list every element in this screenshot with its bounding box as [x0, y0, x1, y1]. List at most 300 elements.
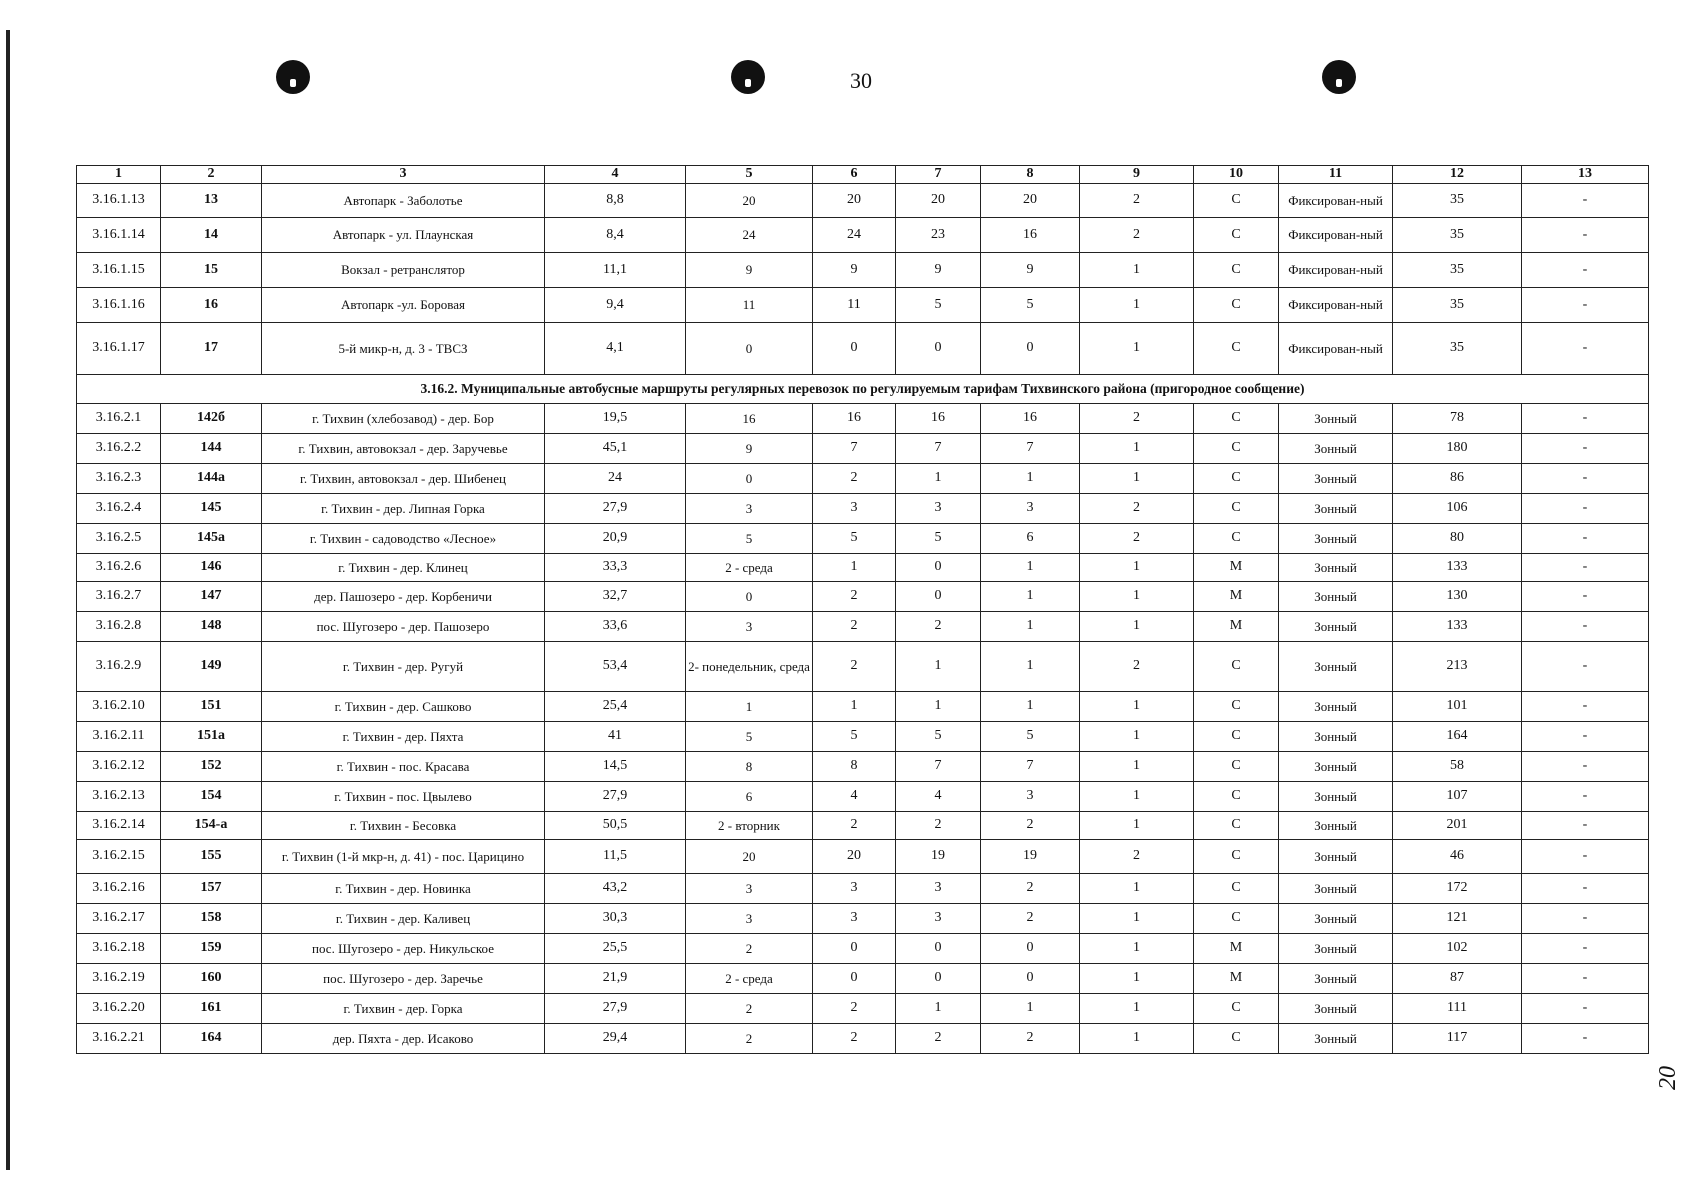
- table-cell-col-5: 2 - среда: [686, 964, 813, 994]
- table-cell-col-7: 1: [896, 692, 981, 722]
- table-row: [77, 464, 1649, 494]
- table-cell-col-4: 20,9: [545, 524, 686, 554]
- table-cell-col-8: 0: [981, 323, 1080, 375]
- table-cell-col-3: г. Тихвин - дер. Каливец: [262, 904, 545, 934]
- table-cell-col-13: -: [1522, 904, 1649, 934]
- table-row: [77, 752, 1649, 782]
- table-cell-col-13: -: [1522, 874, 1649, 904]
- table-cell-col-13: -: [1522, 934, 1649, 964]
- table-cell-col-8: 2: [981, 1024, 1080, 1054]
- table-cell-col-13: -: [1522, 612, 1649, 642]
- table-cell-col-2: 146: [161, 554, 262, 582]
- table-body-section-2: [77, 404, 1649, 1054]
- table-cell-col-8: 9: [981, 253, 1080, 288]
- table-cell-col-1: 3.16.1.17: [77, 323, 161, 375]
- table-cell-col-9: 1: [1080, 464, 1194, 494]
- table-row: [77, 434, 1649, 464]
- table-cell-col-13: -: [1522, 494, 1649, 524]
- table-cell-col-2: 15: [161, 253, 262, 288]
- table-cell-col-12: 172: [1393, 874, 1522, 904]
- table-cell-col-6: 11: [813, 288, 896, 323]
- table-cell-col-6: 2: [813, 582, 896, 612]
- scan-edge-bar: [6, 30, 10, 1170]
- table-cell-col-12: 86: [1393, 464, 1522, 494]
- column-header: 11: [1279, 166, 1393, 184]
- table-cell-col-9: 1: [1080, 874, 1194, 904]
- table-cell-col-4: 53,4: [545, 642, 686, 692]
- table-cell-col-6: 0: [813, 964, 896, 994]
- table-cell-col-2: 17: [161, 323, 262, 375]
- table-cell-col-11: Зонный: [1279, 582, 1393, 612]
- table-cell-col-3: г. Тихвин - дер. Новинка: [262, 874, 545, 904]
- table-cell-col-2: 161: [161, 994, 262, 1024]
- table-cell-col-5: 16: [686, 404, 813, 434]
- table-cell-col-5: 2: [686, 1024, 813, 1054]
- table-cell-col-8: 7: [981, 434, 1080, 464]
- table-cell-col-12: 121: [1393, 904, 1522, 934]
- routes-table: [76, 165, 1649, 1054]
- table-row: [77, 288, 1649, 323]
- table-cell-col-6: 2: [813, 464, 896, 494]
- table-cell-col-6: 0: [813, 934, 896, 964]
- table-cell-col-12: 80: [1393, 524, 1522, 554]
- table-cell-col-4: 30,3: [545, 904, 686, 934]
- table-cell-col-2: 142б: [161, 404, 262, 434]
- table-row: [77, 692, 1649, 722]
- table-cell-col-12: 35: [1393, 323, 1522, 375]
- side-handwritten-mark: 20: [1655, 1066, 1681, 1090]
- table-cell-col-4: 27,9: [545, 994, 686, 1024]
- table-cell-col-12: 107: [1393, 782, 1522, 812]
- table-cell-col-7: 20: [896, 184, 981, 218]
- table-cell-col-11: Зонный: [1279, 642, 1393, 692]
- table-cell-col-3: г. Тихвин - дер. Горка: [262, 994, 545, 1024]
- table-cell-col-3: г. Тихвин - садоводство «Лесное»: [262, 524, 545, 554]
- table-cell-col-8: 5: [981, 722, 1080, 752]
- table-cell-col-8: 0: [981, 964, 1080, 994]
- section-title-row-group: [77, 375, 1649, 404]
- table-cell-col-12: 111: [1393, 994, 1522, 1024]
- column-header: 3: [262, 166, 545, 184]
- table-cell-col-4: 4,1: [545, 323, 686, 375]
- table-cell-col-3: г. Тихвин - дер. Пяхта: [262, 722, 545, 752]
- table-cell-col-9: 1: [1080, 288, 1194, 323]
- table-cell-col-3: г. Тихвин (1-й мкр-н, д. 41) - пос. Царицино: [262, 840, 545, 874]
- table-cell-col-3: пос. Шугозеро - дер. Никульское: [262, 934, 545, 964]
- table-cell-col-6: 4: [813, 782, 896, 812]
- table-cell-col-2: 144а: [161, 464, 262, 494]
- table-cell-col-4: 32,7: [545, 582, 686, 612]
- table-cell-col-9: 1: [1080, 812, 1194, 840]
- table-cell-col-7: 0: [896, 964, 981, 994]
- table-cell-col-9: 1: [1080, 582, 1194, 612]
- table-cell-col-1: 3.16.2.15: [77, 840, 161, 874]
- table-cell-col-9: 1: [1080, 554, 1194, 582]
- table-row: [77, 994, 1649, 1024]
- table-row: [77, 218, 1649, 253]
- table-cell-col-2: 147: [161, 582, 262, 612]
- table-cell-col-3: Вокзал - ретранслятор: [262, 253, 545, 288]
- table-cell-col-1: 3.16.2.16: [77, 874, 161, 904]
- table-cell-col-9: 1: [1080, 434, 1194, 464]
- table-cell-col-5: 2: [686, 934, 813, 964]
- table-cell-col-10: С: [1194, 184, 1279, 218]
- table-cell-col-5: 3: [686, 874, 813, 904]
- table-cell-col-11: Фиксирован-ный: [1279, 323, 1393, 375]
- table-cell-col-8: 2: [981, 874, 1080, 904]
- table-cell-col-13: -: [1522, 323, 1649, 375]
- table-cell-col-5: 2 - вторник: [686, 812, 813, 840]
- table-cell-col-5: 24: [686, 218, 813, 253]
- table-cell-col-2: 144: [161, 434, 262, 464]
- table-row: [77, 524, 1649, 554]
- table-cell-col-4: 8,8: [545, 184, 686, 218]
- table-cell-col-8: 16: [981, 218, 1080, 253]
- table-cell-col-4: 33,6: [545, 612, 686, 642]
- table-cell-col-6: 9: [813, 253, 896, 288]
- table-cell-col-9: 2: [1080, 840, 1194, 874]
- column-header: 9: [1080, 166, 1194, 184]
- table-cell-col-7: 5: [896, 288, 981, 323]
- table-cell-col-3: г. Тихвин - дер. Ругуй: [262, 642, 545, 692]
- table-row: [77, 642, 1649, 692]
- column-header: 12: [1393, 166, 1522, 184]
- table-cell-col-5: 5: [686, 524, 813, 554]
- table-cell-col-2: 149: [161, 642, 262, 692]
- table-cell-col-9: 1: [1080, 964, 1194, 994]
- table-cell-col-6: 0: [813, 323, 896, 375]
- table-row: [77, 874, 1649, 904]
- table-cell-col-8: 7: [981, 752, 1080, 782]
- table-cell-col-7: 2: [896, 1024, 981, 1054]
- table-cell-col-12: 213: [1393, 642, 1522, 692]
- table-cell-col-10: М: [1194, 554, 1279, 582]
- table-cell-col-2: 160: [161, 964, 262, 994]
- table-cell-col-4: 33,3: [545, 554, 686, 582]
- table-cell-col-4: 27,9: [545, 494, 686, 524]
- table-cell-col-3: пос. Шугозеро - дер. Заречье: [262, 964, 545, 994]
- table-row: [77, 722, 1649, 752]
- table-cell-col-9: 2: [1080, 524, 1194, 554]
- table-cell-col-1: 3.16.2.9: [77, 642, 161, 692]
- table-cell-col-2: 159: [161, 934, 262, 964]
- table-cell-col-4: 8,4: [545, 218, 686, 253]
- table-cell-col-3: Автопарк -ул. Боровая: [262, 288, 545, 323]
- table-cell-col-7: 0: [896, 554, 981, 582]
- table-cell-col-13: -: [1522, 840, 1649, 874]
- column-header: 5: [686, 166, 813, 184]
- table-cell-col-10: С: [1194, 692, 1279, 722]
- table-cell-col-11: Зонный: [1279, 964, 1393, 994]
- table-row: [77, 494, 1649, 524]
- table-cell-col-9: 1: [1080, 934, 1194, 964]
- table-cell-col-13: -: [1522, 288, 1649, 323]
- table-cell-col-13: -: [1522, 642, 1649, 692]
- table-cell-col-4: 9,4: [545, 288, 686, 323]
- table-cell-col-6: 8: [813, 752, 896, 782]
- column-header: 4: [545, 166, 686, 184]
- table-cell-col-3: г. Тихвин - Бесовка: [262, 812, 545, 840]
- table-cell-col-6: 2: [813, 812, 896, 840]
- table-cell-col-1: 3.16.2.18: [77, 934, 161, 964]
- table-cell-col-12: 130: [1393, 582, 1522, 612]
- punch-hole-icon: [276, 60, 310, 94]
- table-cell-col-1: 3.16.2.3: [77, 464, 161, 494]
- table-row: [77, 554, 1649, 582]
- table-cell-col-12: 117: [1393, 1024, 1522, 1054]
- table-cell-col-8: 16: [981, 404, 1080, 434]
- table-cell-col-1: 3.16.2.17: [77, 904, 161, 934]
- table-cell-col-1: 3.16.1.16: [77, 288, 161, 323]
- table-cell-col-5: 9: [686, 253, 813, 288]
- table-cell-col-6: 3: [813, 494, 896, 524]
- table-cell-col-8: 19: [981, 840, 1080, 874]
- table-cell-col-11: Зонный: [1279, 612, 1393, 642]
- table-cell-col-13: -: [1522, 184, 1649, 218]
- table-cell-col-12: 133: [1393, 554, 1522, 582]
- table-cell-col-3: г. Тихвин, автовокзал - дер. Шибенец: [262, 464, 545, 494]
- table-cell-col-12: 164: [1393, 722, 1522, 752]
- table-cell-col-10: С: [1194, 642, 1279, 692]
- table-cell-col-10: С: [1194, 524, 1279, 554]
- table-cell-col-2: 145а: [161, 524, 262, 554]
- table-cell-col-13: -: [1522, 782, 1649, 812]
- punch-hole-icon: [731, 60, 765, 94]
- table-cell-col-6: 3: [813, 904, 896, 934]
- table-cell-col-9: 2: [1080, 642, 1194, 692]
- table-cell-col-8: 20: [981, 184, 1080, 218]
- table-cell-col-3: г. Тихвин - дер. Липная Горка: [262, 494, 545, 524]
- table-cell-col-2: 148: [161, 612, 262, 642]
- table-row: [77, 184, 1649, 218]
- table-cell-col-3: Автопарк - ул. Плаунская: [262, 218, 545, 253]
- table-cell-col-13: -: [1522, 582, 1649, 612]
- table-cell-col-1: 3.16.1.13: [77, 184, 161, 218]
- table-cell-col-6: 2: [813, 612, 896, 642]
- table-cell-col-12: 106: [1393, 494, 1522, 524]
- table-cell-col-13: -: [1522, 692, 1649, 722]
- table-cell-col-8: 1: [981, 554, 1080, 582]
- table-cell-col-2: 164: [161, 1024, 262, 1054]
- table-cell-col-5: 20: [686, 184, 813, 218]
- table-cell-col-10: С: [1194, 434, 1279, 464]
- table-cell-col-1: 3.16.2.8: [77, 612, 161, 642]
- table-cell-col-1: 3.16.2.4: [77, 494, 161, 524]
- column-header: 6: [813, 166, 896, 184]
- table-cell-col-2: 152: [161, 752, 262, 782]
- table-cell-col-2: 145: [161, 494, 262, 524]
- table-cell-col-10: С: [1194, 722, 1279, 752]
- table-cell-col-4: 24: [545, 464, 686, 494]
- table-cell-col-7: 1: [896, 642, 981, 692]
- table-cell-col-3: г. Тихвин (хлебозавод) - дер. Бор: [262, 404, 545, 434]
- table-cell-col-7: 0: [896, 323, 981, 375]
- table-row: [77, 582, 1649, 612]
- section-title: 3.16.2. Муниципальные автобусные маршруты регулярных перевозок по регулируемым тарифам Тихвинского района (пригородное сообщение): [77, 375, 1649, 404]
- table-cell-col-13: -: [1522, 994, 1649, 1024]
- table-cell-col-7: 3: [896, 904, 981, 934]
- column-header: 7: [896, 166, 981, 184]
- table-cell-col-6: 2: [813, 1024, 896, 1054]
- table-cell-col-2: 154: [161, 782, 262, 812]
- table-cell-col-10: С: [1194, 812, 1279, 840]
- table-cell-col-10: С: [1194, 874, 1279, 904]
- table-cell-col-2: 151: [161, 692, 262, 722]
- table-cell-col-12: 87: [1393, 964, 1522, 994]
- table-cell-col-8: 2: [981, 904, 1080, 934]
- table-cell-col-10: С: [1194, 1024, 1279, 1054]
- table-cell-col-11: Зонный: [1279, 904, 1393, 934]
- column-header: 2: [161, 166, 262, 184]
- table-cell-col-8: 1: [981, 464, 1080, 494]
- table-cell-col-4: 19,5: [545, 404, 686, 434]
- table-cell-col-6: 20: [813, 840, 896, 874]
- table-cell-col-4: 27,9: [545, 782, 686, 812]
- table-cell-col-12: 35: [1393, 218, 1522, 253]
- table-cell-col-1: 3.16.2.1: [77, 404, 161, 434]
- table-cell-col-2: 151а: [161, 722, 262, 752]
- table-cell-col-11: Зонный: [1279, 782, 1393, 812]
- table-cell-col-9: 1: [1080, 253, 1194, 288]
- table-cell-col-8: 6: [981, 524, 1080, 554]
- table-cell-col-11: Фиксирован-ный: [1279, 253, 1393, 288]
- table-cell-col-10: С: [1194, 752, 1279, 782]
- table-cell-col-6: 3: [813, 874, 896, 904]
- table-cell-col-8: 3: [981, 494, 1080, 524]
- table-cell-col-8: 1: [981, 642, 1080, 692]
- table-cell-col-11: Фиксирован-ный: [1279, 218, 1393, 253]
- table-cell-col-7: 0: [896, 934, 981, 964]
- table-cell-col-2: 155: [161, 840, 262, 874]
- table-cell-col-1: 3.16.2.10: [77, 692, 161, 722]
- table-cell-col-5: 9: [686, 434, 813, 464]
- table-cell-col-4: 14,5: [545, 752, 686, 782]
- table-cell-col-12: 35: [1393, 253, 1522, 288]
- table-cell-col-1: 3.16.2.7: [77, 582, 161, 612]
- table-cell-col-3: пос. Шугозеро - дер. Пашозеро: [262, 612, 545, 642]
- table-cell-col-10: М: [1194, 612, 1279, 642]
- table-row: [77, 782, 1649, 812]
- table-cell-col-12: 58: [1393, 752, 1522, 782]
- table-cell-col-13: -: [1522, 464, 1649, 494]
- table-cell-col-4: 21,9: [545, 964, 686, 994]
- table-cell-col-11: Зонный: [1279, 722, 1393, 752]
- table-cell-col-10: С: [1194, 494, 1279, 524]
- punch-hole-icon: [1322, 60, 1356, 94]
- table-cell-col-11: Зонный: [1279, 752, 1393, 782]
- table-cell-col-11: Зонный: [1279, 994, 1393, 1024]
- table-cell-col-11: Фиксирован-ный: [1279, 184, 1393, 218]
- table-cell-col-9: 2: [1080, 404, 1194, 434]
- table-cell-col-9: 1: [1080, 323, 1194, 375]
- table-cell-col-9: 1: [1080, 782, 1194, 812]
- table-cell-col-12: 133: [1393, 612, 1522, 642]
- table-cell-col-11: Зонный: [1279, 840, 1393, 874]
- table-cell-col-11: Зонный: [1279, 524, 1393, 554]
- table-cell-col-9: 1: [1080, 904, 1194, 934]
- table-cell-col-7: 4: [896, 782, 981, 812]
- table-cell-col-13: -: [1522, 434, 1649, 464]
- table-cell-col-7: 2: [896, 812, 981, 840]
- table-cell-col-12: 46: [1393, 840, 1522, 874]
- table-cell-col-1: 3.16.2.19: [77, 964, 161, 994]
- table-cell-col-10: С: [1194, 904, 1279, 934]
- table-cell-col-12: 102: [1393, 934, 1522, 964]
- table-cell-col-5: 2- понедельник, среда: [686, 642, 813, 692]
- table-cell-col-5: 0: [686, 464, 813, 494]
- table-cell-col-4: 41: [545, 722, 686, 752]
- table-cell-col-10: С: [1194, 994, 1279, 1024]
- section-title-row: [77, 375, 1649, 404]
- table-cell-col-6: 2: [813, 642, 896, 692]
- page-number: 30: [850, 68, 872, 93]
- table-cell-col-6: 20: [813, 184, 896, 218]
- table-cell-col-11: Зонный: [1279, 494, 1393, 524]
- table-cell-col-6: 5: [813, 722, 896, 752]
- table-cell-col-7: 3: [896, 494, 981, 524]
- column-header: 8: [981, 166, 1080, 184]
- table-cell-col-8: 2: [981, 812, 1080, 840]
- table-cell-col-10: С: [1194, 218, 1279, 253]
- table-cell-col-5: 6: [686, 782, 813, 812]
- table-row: [77, 612, 1649, 642]
- table-cell-col-12: 35: [1393, 184, 1522, 218]
- table-cell-col-5: 3: [686, 612, 813, 642]
- table-cell-col-3: дер. Пашозеро - дер. Корбеничи: [262, 582, 545, 612]
- table-cell-col-7: 5: [896, 524, 981, 554]
- table-row: [77, 404, 1649, 434]
- table-row: [77, 253, 1649, 288]
- table-cell-col-1: 3.16.2.5: [77, 524, 161, 554]
- table-cell-col-12: 35: [1393, 288, 1522, 323]
- table-cell-col-11: Зонный: [1279, 464, 1393, 494]
- table-cell-col-2: 14: [161, 218, 262, 253]
- table-cell-col-7: 5: [896, 722, 981, 752]
- table-cell-col-7: 3: [896, 874, 981, 904]
- table-cell-col-7: 0: [896, 582, 981, 612]
- table-cell-col-7: 16: [896, 404, 981, 434]
- table-cell-col-13: -: [1522, 554, 1649, 582]
- table-cell-col-3: 5-й микр-н, д. 3 - ТВСЗ: [262, 323, 545, 375]
- table-cell-col-1: 3.16.2.12: [77, 752, 161, 782]
- table-cell-col-12: 78: [1393, 404, 1522, 434]
- column-header: 1: [77, 166, 161, 184]
- table-cell-col-1: 3.16.2.21: [77, 1024, 161, 1054]
- table-cell-col-4: 43,2: [545, 874, 686, 904]
- table-cell-col-7: 7: [896, 434, 981, 464]
- table-cell-col-10: М: [1194, 582, 1279, 612]
- table-cell-col-5: 3: [686, 494, 813, 524]
- table-cell-col-3: г. Тихвин - дер. Клинец: [262, 554, 545, 582]
- table-cell-col-13: -: [1522, 1024, 1649, 1054]
- table-cell-col-5: 8: [686, 752, 813, 782]
- table-cell-col-6: 24: [813, 218, 896, 253]
- table-cell-col-10: С: [1194, 288, 1279, 323]
- table-row: [77, 840, 1649, 874]
- table-cell-col-1: 3.16.2.2: [77, 434, 161, 464]
- table-cell-col-5: 0: [686, 323, 813, 375]
- table-cell-col-7: 1: [896, 994, 981, 1024]
- table-cell-col-1: 3.16.2.13: [77, 782, 161, 812]
- table-cell-col-7: 19: [896, 840, 981, 874]
- table-cell-col-1: 3.16.2.11: [77, 722, 161, 752]
- table-cell-col-9: 1: [1080, 1024, 1194, 1054]
- table-cell-col-10: М: [1194, 934, 1279, 964]
- table-cell-col-10: М: [1194, 964, 1279, 994]
- table-cell-col-7: 2: [896, 612, 981, 642]
- table-cell-col-5: 0: [686, 582, 813, 612]
- table-cell-col-3: г. Тихвин, автовокзал - дер. Заручевье: [262, 434, 545, 464]
